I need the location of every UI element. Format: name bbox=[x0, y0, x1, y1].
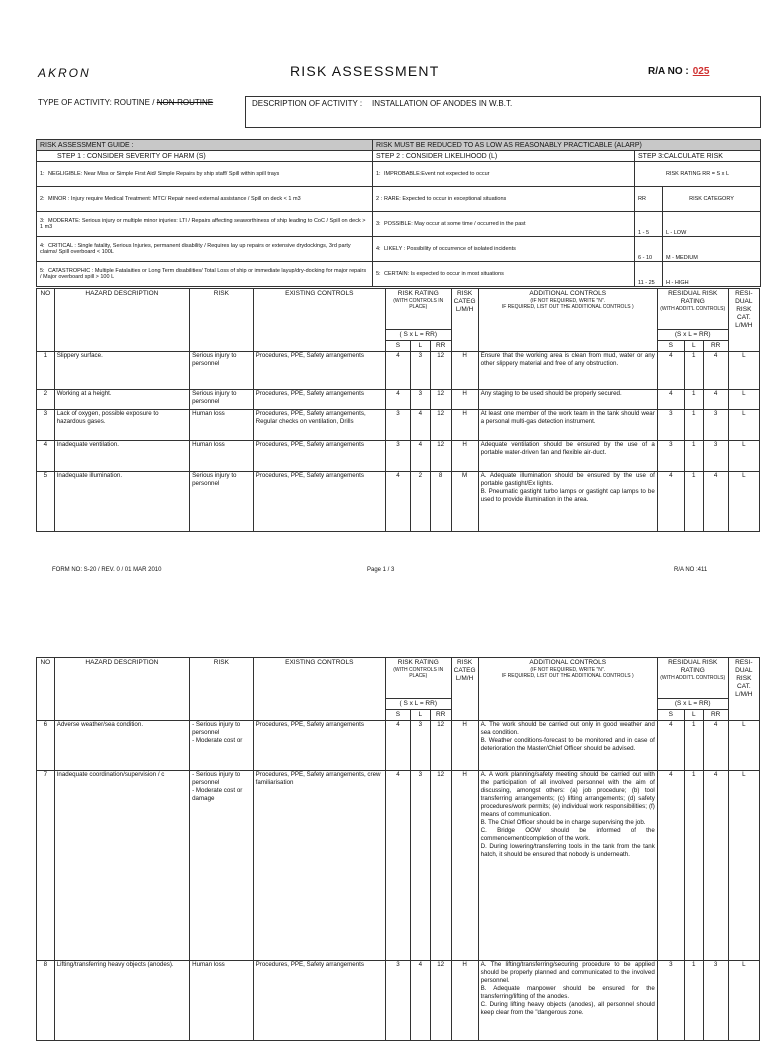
calc-cat-medium: M - MEDIUM bbox=[663, 237, 761, 262]
row-residual-category: L bbox=[728, 410, 759, 441]
row-residual-s: 4 bbox=[657, 390, 684, 410]
row-existing: Procedures, PPE, Safety arrangements bbox=[253, 472, 385, 532]
hazard-table-page-1 bbox=[36, 288, 760, 532]
calc-range-high: 11 - 25 bbox=[635, 262, 663, 287]
table-row bbox=[37, 441, 760, 472]
col-risk: RISK bbox=[190, 658, 254, 721]
footer-ra: R/A NO :411 bbox=[674, 567, 708, 573]
col-l: L bbox=[410, 341, 430, 352]
row-residual-rr: 3 bbox=[703, 410, 728, 441]
row-no: 5 bbox=[37, 472, 55, 532]
row-s: 3 bbox=[385, 410, 410, 441]
row-residual-rr: 4 bbox=[703, 771, 728, 961]
guide-step1: STEP 1 : CONSIDER SEVERITY OF HARM (S) bbox=[37, 151, 373, 162]
row-l: 4 bbox=[410, 961, 430, 1041]
row-risk: Human loss bbox=[190, 441, 254, 472]
table-row bbox=[37, 961, 760, 1041]
row-s: 4 bbox=[385, 352, 410, 390]
col-residual-sxl: (S x L = RR) bbox=[657, 699, 728, 710]
col-additional: ADDITIONAL CONTROLS (IF NOT REQUIRED, WRITE "N". IF REQUIRED, LIST OUT THE ADDITIONAL CONTROLS ) bbox=[478, 658, 657, 721]
description-label: DESCRIPTION OF ACTIVITY : bbox=[252, 99, 363, 108]
col-no: NO bbox=[37, 658, 55, 721]
row-additional: A. The lifting/transferring/securing procedure to be applied should be properly planned and communicated to the involved personnel. B. Adequate manpower should be ensured for the transferring/lifting of the anodes. C. During lifting heavy objects (anodes), all personnel should keep clear from the "dangerous zone. bbox=[478, 961, 657, 1041]
row-residual-s: 4 bbox=[657, 721, 684, 771]
calc-cat-high: H - HIGH bbox=[663, 262, 761, 287]
row-residual-rr: 3 bbox=[703, 441, 728, 472]
row-category: H bbox=[451, 441, 478, 472]
col-no: NO bbox=[37, 289, 55, 352]
row-category: H bbox=[451, 352, 478, 390]
activity-type-strike: NON-ROUTINE bbox=[156, 98, 214, 107]
activity-type-label: TYPE OF ACTIVITY: ROUTINE / bbox=[38, 98, 157, 107]
likelihood-3: 3: POSSIBLE: May occur at some time / occurred in the past bbox=[373, 212, 635, 237]
row-residual-category: L bbox=[728, 472, 759, 532]
ra-label: R/A NO : bbox=[648, 66, 689, 77]
row-additional: Adequate ventilation should be ensured by the use of a portable water-driven fan and flexible air-duct. bbox=[478, 441, 657, 472]
row-risk: - Serious injury to personnel - Moderate cost or damage bbox=[190, 771, 254, 961]
col-sxl: ( S x L = RR) bbox=[385, 699, 451, 710]
row-residual-l: 1 bbox=[684, 441, 703, 472]
row-residual-rr: 4 bbox=[703, 472, 728, 532]
col-residual-l: L bbox=[684, 341, 703, 352]
row-residual-l: 1 bbox=[684, 721, 703, 771]
row-residual-category: L bbox=[728, 721, 759, 771]
calc-formula: RISK RATING RR = S x L bbox=[635, 162, 761, 187]
hazard-table-page-2 bbox=[36, 657, 760, 1041]
row-rr: 12 bbox=[430, 410, 451, 441]
likelihood-4: 4: LIKELY : Possibility of occurrence of isolated incidents bbox=[373, 237, 635, 262]
severity-4: 4: CRITICAL : Single fatality, Serious Injuries, permanent disability / Requires lay up repairs or extensive drydockings, 3rd party claims/ Spill overboard < 100L bbox=[37, 237, 373, 262]
col-risk: RISK bbox=[190, 289, 254, 352]
row-l: 3 bbox=[410, 390, 430, 410]
row-additional: A. The work should be carried out only in good weather and sea condition. B. Weather conditions-forecast to be monitored and in case of deterioration the Master/Chief Officer should be advised. bbox=[478, 721, 657, 771]
col-existing: EXISTING CONTROLS bbox=[253, 658, 385, 721]
activity-description-box bbox=[245, 96, 761, 128]
col-rr: RR bbox=[430, 341, 451, 352]
row-risk: Serious injury to personnel bbox=[190, 390, 254, 410]
row-category: M bbox=[451, 472, 478, 532]
calc-category-header: RISK CATEGORY bbox=[663, 187, 761, 212]
row-s: 4 bbox=[385, 721, 410, 771]
likelihood-5: 5: CERTAIN: Is expected to occur in most situations bbox=[373, 262, 635, 287]
col-hazard: HAZARD DESCRIPTION bbox=[54, 289, 189, 352]
row-l: 3 bbox=[410, 721, 430, 771]
row-no: 1 bbox=[37, 352, 55, 390]
row-existing: Procedures, PPE, Safety arrangements, Regular checks on ventilation, Drills bbox=[253, 410, 385, 441]
footer-page: Page 1 / 3 bbox=[367, 567, 395, 573]
col-residual-cat: RESI-DUAL RISK CAT. L/M/H bbox=[728, 658, 759, 721]
row-existing: Procedures, PPE, Safety arrangements, crew familiarisation bbox=[253, 771, 385, 961]
row-residual-l: 1 bbox=[684, 410, 703, 441]
row-existing: Procedures, PPE, Safety arrangements bbox=[253, 390, 385, 410]
row-category: H bbox=[451, 771, 478, 961]
row-additional: Ensure that the working area is clean from mud, water or any other slippery material and free of any obstruction. bbox=[478, 352, 657, 390]
row-existing: Procedures, PPE, Safety arrangements bbox=[253, 961, 385, 1041]
ra-number-value: 025 bbox=[692, 66, 710, 77]
row-hazard: Adverse weather/sea condition. bbox=[54, 721, 189, 771]
col-residual-l: L bbox=[684, 710, 703, 721]
col-residual-rr: RR bbox=[703, 710, 728, 721]
table-row bbox=[37, 410, 760, 441]
row-hazard: Inadequate coordination/supervision / c bbox=[54, 771, 189, 961]
row-hazard: Inadequate illumination. bbox=[54, 472, 189, 532]
row-category: H bbox=[451, 961, 478, 1041]
calc-range-medium: 6 - 10 bbox=[635, 237, 663, 262]
row-rr: 12 bbox=[430, 352, 451, 390]
row-residual-l: 1 bbox=[684, 472, 703, 532]
row-risk: Human loss bbox=[190, 961, 254, 1041]
col-residual-cat: RESI-DUAL RISK CAT. L/M/H bbox=[728, 289, 759, 352]
col-risk-rating: RISK RATING (WITH CONTROLS IN PLACE) bbox=[385, 289, 451, 330]
col-risk-rating: RISK RATING (WITH CONTROLS IN PLACE) bbox=[385, 658, 451, 699]
row-s: 4 bbox=[385, 771, 410, 961]
col-residual: RESIDUAL RISK RATING (WITH ADDIT'L CONTROLS) bbox=[657, 658, 728, 699]
row-additional: Any staging to be used should be properly secured. bbox=[478, 390, 657, 410]
row-existing: Procedures, PPE, Safety arrangements bbox=[253, 721, 385, 771]
calc-cat-low: L - LOW bbox=[663, 212, 761, 237]
row-existing: Procedures, PPE, Safety arrangements bbox=[253, 441, 385, 472]
guide-step2: STEP 2 : CONSIDER LIKELIHOOD (L) bbox=[373, 151, 635, 162]
likelihood-1: 1: IMPROBABLE:Event not expected to occur bbox=[373, 162, 635, 187]
row-s: 4 bbox=[385, 390, 410, 410]
row-no: 6 bbox=[37, 721, 55, 771]
row-residual-category: L bbox=[728, 441, 759, 472]
col-residual-rr: RR bbox=[703, 341, 728, 352]
row-no: 7 bbox=[37, 771, 55, 961]
row-s: 4 bbox=[385, 472, 410, 532]
col-residual-s: S bbox=[657, 341, 684, 352]
company-name: AKRON bbox=[38, 66, 91, 80]
col-risk-categ: RISK CATEG L/M/H bbox=[451, 658, 478, 721]
row-hazard: Lack of oxygen, possible exposure to hazardous gases. bbox=[54, 410, 189, 441]
col-additional: ADDITIONAL CONTROLS (IF NOT REQUIRED, WRITE "N". IF REQUIRED, LIST OUT THE ADDITIONAL CONTROLS ) bbox=[478, 289, 657, 352]
col-s: S bbox=[385, 341, 410, 352]
row-residual-l: 1 bbox=[684, 390, 703, 410]
row-residual-s: 4 bbox=[657, 472, 684, 532]
col-hazard: HAZARD DESCRIPTION bbox=[54, 658, 189, 721]
severity-2: 2: MINOR : Injury require Medical Treatment: MTC/ Repair need external assistance / Spill on deck < 1 m3 bbox=[37, 187, 373, 212]
description-value: INSTALLATION OF ANODES IN W.B.T. bbox=[372, 99, 513, 108]
row-additional: A. Adequate illumination should be ensured by the use of portable gastight/Ex lights. B. Pneumatic gastight turbo lamps or gastight cap lamps to be used to provide illumination in the area. bbox=[478, 472, 657, 532]
row-residual-s: 3 bbox=[657, 410, 684, 441]
row-hazard: Working at a height. bbox=[54, 390, 189, 410]
row-rr: 12 bbox=[430, 771, 451, 961]
row-rr: 12 bbox=[430, 721, 451, 771]
row-residual-l: 1 bbox=[684, 771, 703, 961]
col-sxl: ( S x L = RR) bbox=[385, 330, 451, 341]
col-s: S bbox=[385, 710, 410, 721]
row-rr: 12 bbox=[430, 961, 451, 1041]
row-residual-s: 3 bbox=[657, 441, 684, 472]
row-residual-category: L bbox=[728, 771, 759, 961]
row-additional: At least one member of the work team in the tank should wear a personal multi-gas detection instrument. bbox=[478, 410, 657, 441]
row-additional: A. A work planning/safety meeting should be carried out with the participation of all involved personnel with the aim of discussing, amongst others: (a) job procedure; (b) tool transferring arrangements; (c) lifting arrangements; (d) safety procedures/work permits; (e) individual work responsibilities; (f) means of communication. B. The Chief Officer should be in charge supervising the job. C. Bridge OOW should be informed of the commencement/completion of the work. D. During lowering/transferring tools in the tank from the tank hatch, it should be ensured that nobody is underneath. bbox=[478, 771, 657, 961]
row-residual-l: 1 bbox=[684, 961, 703, 1041]
row-l: 2 bbox=[410, 472, 430, 532]
severity-5: 5: CATASTROPHIC : Multiple Fatalaities or Long Term disabilities/ Total Loss of ship or immediate layup/dry-docking for major repairs / Major overboard spill > 100 L bbox=[37, 262, 373, 287]
row-no: 3 bbox=[37, 410, 55, 441]
row-s: 3 bbox=[385, 961, 410, 1041]
row-residual-rr: 4 bbox=[703, 390, 728, 410]
row-no: 8 bbox=[37, 961, 55, 1041]
row-residual-s: 4 bbox=[657, 352, 684, 390]
row-residual-l: 1 bbox=[684, 352, 703, 390]
col-residual: RESIDUAL RISK RATING (WITH ADDIT'L CONTROLS) bbox=[657, 289, 728, 330]
footer-form: FORM NO: S-20 / REV. 0 / 01 MAR 2010 bbox=[52, 567, 162, 573]
row-residual-rr: 4 bbox=[703, 352, 728, 390]
col-rr: RR bbox=[430, 710, 451, 721]
table-row bbox=[37, 390, 760, 410]
table-row bbox=[37, 352, 760, 390]
row-no: 2 bbox=[37, 390, 55, 410]
row-category: H bbox=[451, 721, 478, 771]
row-rr: 8 bbox=[430, 472, 451, 532]
row-risk: Serious injury to personnel bbox=[190, 472, 254, 532]
row-residual-s: 4 bbox=[657, 771, 684, 961]
col-residual-s: S bbox=[657, 710, 684, 721]
row-residual-category: L bbox=[728, 352, 759, 390]
document-title: RISK ASSESSMENT bbox=[290, 63, 440, 79]
col-residual-sxl: (S x L = RR) bbox=[657, 330, 728, 341]
row-rr: 12 bbox=[430, 390, 451, 410]
table-row bbox=[37, 472, 760, 532]
guide-alarp: RISK MUST BE REDUCED TO AS LOW AS REASONABLY PRACTICABLE (ALARP) bbox=[373, 140, 761, 151]
guide-step3: STEP 3:CALCULATE RISK bbox=[635, 151, 761, 162]
severity-1: 1: NEGLIGIBLE: Near Miss or Simple First Aid/ Simple Repairs by ship staff/ Spill within spill trays bbox=[37, 162, 373, 187]
row-l: 4 bbox=[410, 441, 430, 472]
row-residual-category: L bbox=[728, 390, 759, 410]
row-risk: Human loss bbox=[190, 410, 254, 441]
calc-rr-header: RR bbox=[635, 187, 663, 212]
row-s: 3 bbox=[385, 441, 410, 472]
row-l: 3 bbox=[410, 771, 430, 961]
row-hazard: Slippery surface. bbox=[54, 352, 189, 390]
ra-number bbox=[648, 66, 709, 77]
row-risk: Serious injury to personnel bbox=[190, 352, 254, 390]
row-hazard: Inadequate ventilation. bbox=[54, 441, 189, 472]
activity-type bbox=[38, 98, 238, 108]
calc-range-low: 1 - 5 bbox=[635, 212, 663, 237]
row-no: 4 bbox=[37, 441, 55, 472]
col-existing: EXISTING CONTROLS bbox=[253, 289, 385, 352]
likelihood-2: 2 : RARE: Expected to occur in exceptional situations bbox=[373, 187, 635, 212]
row-l: 4 bbox=[410, 410, 430, 441]
table-row bbox=[37, 771, 760, 961]
row-residual-s: 3 bbox=[657, 961, 684, 1041]
row-existing: Procedures, PPE, Safety arrangements bbox=[253, 352, 385, 390]
row-l: 3 bbox=[410, 352, 430, 390]
risk-assessment-guide bbox=[36, 139, 761, 287]
col-risk-categ: RISK CATEG L/M/H bbox=[451, 289, 478, 352]
severity-3: 3: MODERATE: Serious injury or multiple minor injuries: LTI / Repairs affecting seaworthiness of ship leading to CoC / Spill on deck > 1 m3 bbox=[37, 212, 373, 237]
row-residual-rr: 3 bbox=[703, 961, 728, 1041]
row-residual-category: L bbox=[728, 961, 759, 1041]
row-rr: 12 bbox=[430, 441, 451, 472]
table-row bbox=[37, 721, 760, 771]
row-hazard: Lifting/transferring heavy objects (anodes). bbox=[54, 961, 189, 1041]
row-residual-rr: 4 bbox=[703, 721, 728, 771]
row-risk: - Serious injury to personnel - Moderate cost or bbox=[190, 721, 254, 771]
col-l: L bbox=[410, 710, 430, 721]
guide-title: RISK ASSESSMENT GUIDE : bbox=[37, 140, 373, 151]
row-category: H bbox=[451, 390, 478, 410]
row-category: H bbox=[451, 410, 478, 441]
